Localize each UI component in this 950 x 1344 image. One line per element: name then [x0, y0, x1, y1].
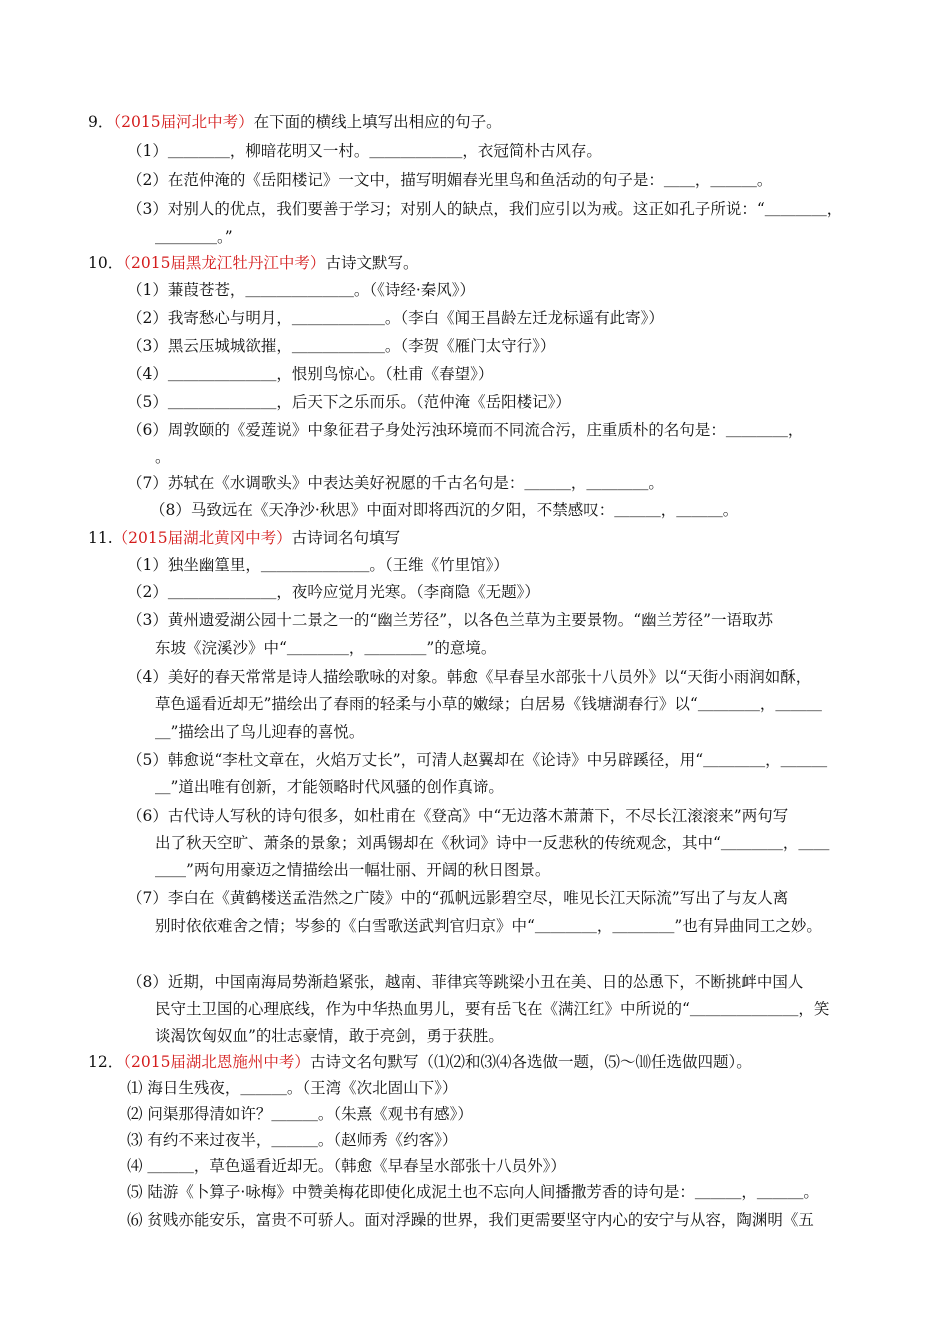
q10-item-6-line-1: （6）周敦颐的《爱莲说》中象征君子身处污浊环境而不同流合污，庄重质朴的名句是：＿＿＿＿，	[127, 421, 804, 439]
q10-item-3: （3）黑云压城城欲摧，＿＿＿＿＿＿。（李贺《雁门太守行》）	[127, 337, 556, 355]
q10-item-8: （8）马致远在《天净沙·秋思》中面对即将西沉的夕阳，不禁感叹：＿＿＿，＿＿＿。	[150, 501, 739, 519]
q11-item-7-line-1: （7）李白在《黄鹤楼送孟浩然之广陵》中的“孤帆远影碧空尽，唯见长江天际流”写出了与友人离	[127, 889, 789, 907]
q11-item-4-line-1: （4）美好的春天常常是诗人描绘歌咏的对象。韩愈《早春呈水部张十八员外》以“天街小雨润如酥，	[127, 668, 812, 686]
question-9-header	[88, 115, 502, 131]
q11-item-6-line-3: ＿＿”两句用豪迈之情描绘出一幅壮丽、开阔的秋日图景。	[155, 861, 551, 879]
q12-item-3: ⑶ 有约不来过夜半，＿＿＿。（赵师秀《约客》）	[127, 1131, 458, 1149]
q11-item-2: （2）＿＿＿＿＿＿＿，夜吟应觉月光寒。（李商隐《无题》）	[127, 583, 540, 601]
question-source: （2015届黑龙江牡丹江中考）	[123, 254, 326, 272]
q11-item-7-line-2: 别时依依难舍之情；岑参的《白雪歌送武判官归京》中“＿＿＿＿，＿＿＿＿”也有异曲同工之妙。	[155, 917, 822, 935]
question-11-header	[88, 531, 400, 547]
question-stem: 古诗文名句默写（⑴⑵和⑶⑷各选做一题，⑸～⑽任选做四题）。	[309, 1053, 752, 1071]
question-12-header	[88, 1055, 752, 1071]
q10-item-4: （4）＿＿＿＿＿＿＿，恨别鸟惊心。（杜甫《春望》）	[127, 365, 494, 383]
question-number: 9．	[88, 113, 114, 131]
question-number: 12．	[88, 1053, 124, 1071]
q11-item-5-line-1: （5）韩愈说“李杜文章在，火焰万丈长”，可清人赵翼却在《论诗》中另辟蹊径，用“＿＿＿＿，＿＿＿	[127, 751, 828, 769]
q11-item-6-line-1: （6）古代诗人写秋的诗句很多，如杜甫在《登高》中“无边落木萧萧下，不尽长江滚滚来”两句写	[127, 807, 789, 825]
q10-item-5: （5）＿＿＿＿＿＿＿，后天下之乐而乐。（范仲淹《岳阳楼记》）	[127, 393, 571, 411]
question-source: （2015届湖北恩施州中考）	[123, 1053, 310, 1071]
q10-item-6-line-2: 。	[155, 448, 171, 466]
q12-item-6: ⑹ 贫贱亦能安乐，富贵不可骄人。面对浮躁的世界，我们更需要坚守内心的安宁与从容，陶渊明《五	[127, 1211, 814, 1229]
question-stem: 古诗文默写。	[325, 254, 419, 272]
q12-item-2: ⑵ 问渠那得清如许？＿＿＿。（朱熹《观书有感》）	[127, 1105, 473, 1123]
q12-item-5: ⑸ 陆游《卜算子·咏梅》中赞美梅花即使化成泥土也不忘向人间播撒芳香的诗句是：＿＿＿，＿＿＿。	[127, 1183, 819, 1201]
q11-item-8-line-2: 民守土卫国的心理底线，作为中华热血男儿，要有岳飞在《满江红》中所说的“＿＿＿＿＿＿＿，笑	[155, 1000, 830, 1018]
question-10-header	[88, 256, 418, 272]
question-stem: 古诗词名句填写	[291, 529, 401, 547]
q10-item-2: （2）我寄愁心与明月，＿＿＿＿＿＿。（李白《闻王昌龄左迁龙标遥有此寄》）	[127, 309, 664, 327]
question-number: 10．	[88, 254, 124, 272]
q11-item-3-line-2: 东坡《浣溪沙》中“＿＿＿＿，＿＿＿＿”的意境。	[155, 639, 497, 657]
q11-item-8-line-1: （8）近期，中国南海局势渐趋紧张，越南、菲律宾等跳梁小丑在美、日的怂恿下，不断挑衅中国人	[127, 973, 804, 991]
q11-item-6-line-2: 出了秋天空旷、萧条的景象；刘禹锡却在《秋词》诗中一反悲秋的传统观念，其中“＿＿＿＿，＿＿	[155, 834, 830, 852]
q11-item-8-line-3: 谈渴饮匈奴血”的壮志豪情，敢于亮剑，勇于获胜。	[155, 1027, 504, 1045]
q9-item-3-line-1: （3）对别人的优点，我们要善于学习；对别人的缺点，我们应引以为戒。这正如孔子所说：“＿＿＿＿，	[127, 200, 843, 218]
q11-item-5-line-2: ＿”道出唯有创新，才能领略时代风骚的创作真谛。	[155, 778, 504, 796]
q11-item-1: （1）独坐幽篁里，＿＿＿＿＿＿＿。（王维《竹里馆》）	[127, 556, 509, 574]
question-stem: 在下面的横线上填写出相应的句子。	[253, 113, 502, 131]
question-source: （2015届湖北黄冈中考）	[112, 529, 292, 547]
q9-item-1: （1）＿＿＿＿，柳暗花明又一村。＿＿＿＿＿＿，衣冠简朴古风存。	[127, 142, 602, 160]
q12-item-4: ⑷ ＿＿＿，草色遥看近却无。（韩愈《早春呈水部张十八员外》）	[127, 1157, 566, 1175]
q9-item-2: （2）在范仲淹的《岳阳楼记》一文中，描写明媚春光里鸟和鱼活动的句子是：＿＿，＿＿＿。	[127, 171, 773, 189]
question-source: （2015届河北中考）	[113, 113, 254, 131]
q11-item-3-line-1: （3）黄州遗爱湖公园十二景之一的“幽兰芳径”，以各色兰草为主要景物。“幽兰芳径”一语取苏	[127, 611, 774, 629]
q10-item-7: （7）苏轼在《水调歌头》中表达美好祝愿的千古名句是：＿＿＿，＿＿＿＿。	[127, 474, 664, 492]
question-number: 11.	[88, 529, 113, 547]
q9-item-3-line-2: ＿＿＿＿。”	[155, 228, 233, 246]
q12-item-1: ⑴ 海日生残夜，＿＿＿。（王湾《次北固山下》）	[127, 1079, 458, 1097]
q10-item-1: （1）蒹葭苍苍，＿＿＿＿＿＿＿。（《诗经·秦风》）	[127, 281, 476, 299]
q11-item-4-line-3: ＿”描绘出了鸟儿迎春的喜悦。	[155, 723, 365, 741]
q11-item-4-line-2: 草色遥看近却无”描绘出了春雨的轻柔与小草的嫩绿；白居易《钱塘湖春行》以“＿＿＿＿，＿＿＿	[155, 695, 822, 713]
